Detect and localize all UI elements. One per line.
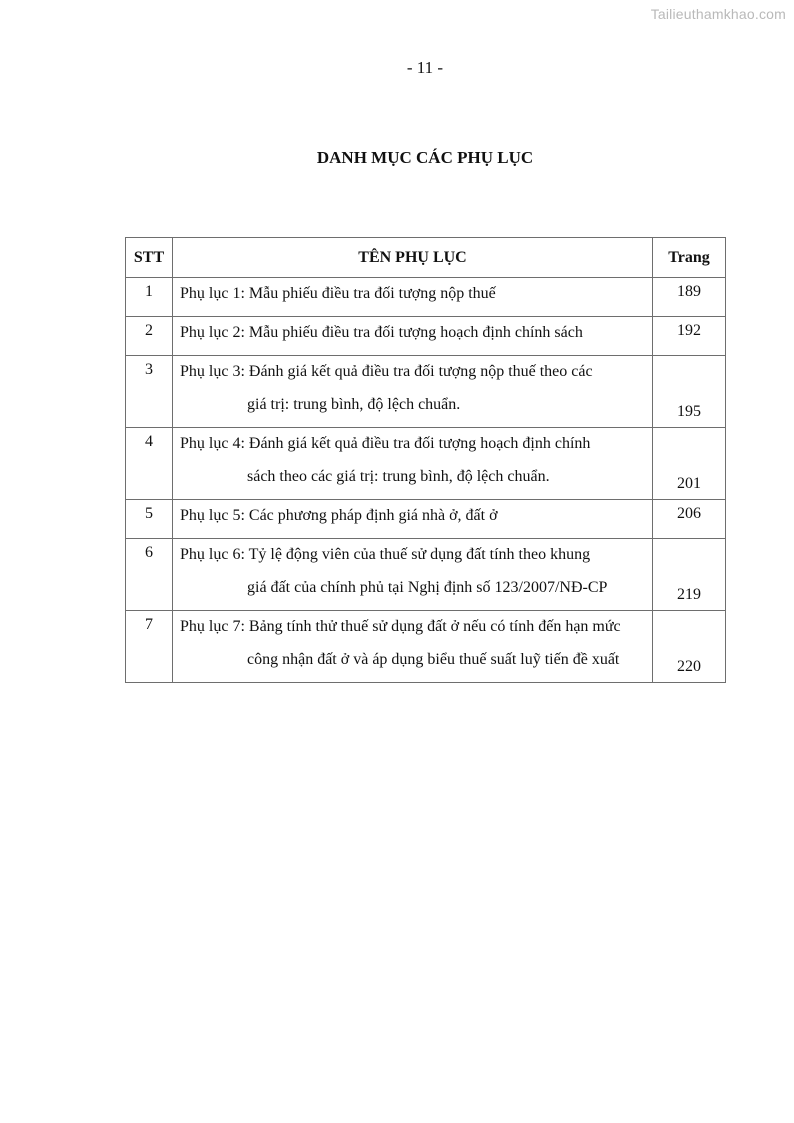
row-stt: 4 [126,428,173,500]
table-row [126,278,726,317]
table-row [126,428,726,500]
appendix-table [125,237,726,683]
row-name-line2: sách theo các giá trị: trung bình, độ lệch chuẩn. [247,468,550,485]
row-name-line2: giá đất của chính phủ tại Nghị định số 123/2007/NĐ-CP [247,579,608,596]
row-stt: 1 [126,278,173,317]
row-name [173,500,653,539]
row-page: 219 [653,539,726,611]
row-stt: 7 [126,611,173,683]
table-row [126,500,726,539]
header-name: TÊN PHỤ LỤC [173,238,653,278]
row-name [173,317,653,356]
row-page: 195 [653,356,726,428]
table-row [126,317,726,356]
page-number: - 11 - [406,58,444,77]
table-row [126,539,726,611]
row-name-line2: giá trị: trung bình, độ lệch chuẩn. [247,396,461,413]
row-name-line2: công nhận đất ở và áp dụng biểu thuế suất luỹ tiến đề xuất [247,651,620,668]
row-name-line1: Phụ lục 2: Mẫu phiếu điều tra đối tượng hoạch định chính sách [180,324,583,341]
row-page: 220 [653,611,726,683]
row-name-line1: Phụ lục 6: Tỷ lệ động viên của thuế sử dụng đất tính theo khung [180,546,591,563]
table-row [126,611,726,683]
row-stt: 3 [126,356,173,428]
watermark: Tailieuthamkhao.com [650,6,786,22]
row-name-line1: Phụ lục 1: Mẫu phiếu điều tra đối tượng nộp thuế [180,285,496,302]
row-name [173,611,653,683]
row-stt: 5 [126,500,173,539]
table-row [126,356,726,428]
header-stt: STT [126,238,173,278]
row-name-line1: Phụ lục 7: Bảng tính thử thuế sử dụng đất ở nếu có tính đến hạn mức [180,618,621,635]
row-name-line1: Phụ lục 5: Các phương pháp định giá nhà ở, đất ở [180,507,498,524]
table-header-row [126,238,726,278]
row-name-line1: Phụ lục 3: Đánh giá kết quả điều tra đối tượng nộp thuế theo các [180,363,593,380]
row-stt: 6 [126,539,173,611]
row-page: 201 [653,428,726,500]
row-name [173,356,653,428]
row-page: 189 [653,278,726,317]
row-name [173,278,653,317]
row-name-line1: Phụ lục 4: Đánh giá kết quả điều tra đối tượng hoạch định chính [180,435,591,452]
row-name [173,428,653,500]
row-page: 206 [653,500,726,539]
row-page: 192 [653,317,726,356]
header-page: Trang [653,238,726,278]
row-stt: 2 [126,317,173,356]
row-name [173,539,653,611]
page-title: DANH MỤC CÁC PHỤ LỤC [316,148,534,167]
